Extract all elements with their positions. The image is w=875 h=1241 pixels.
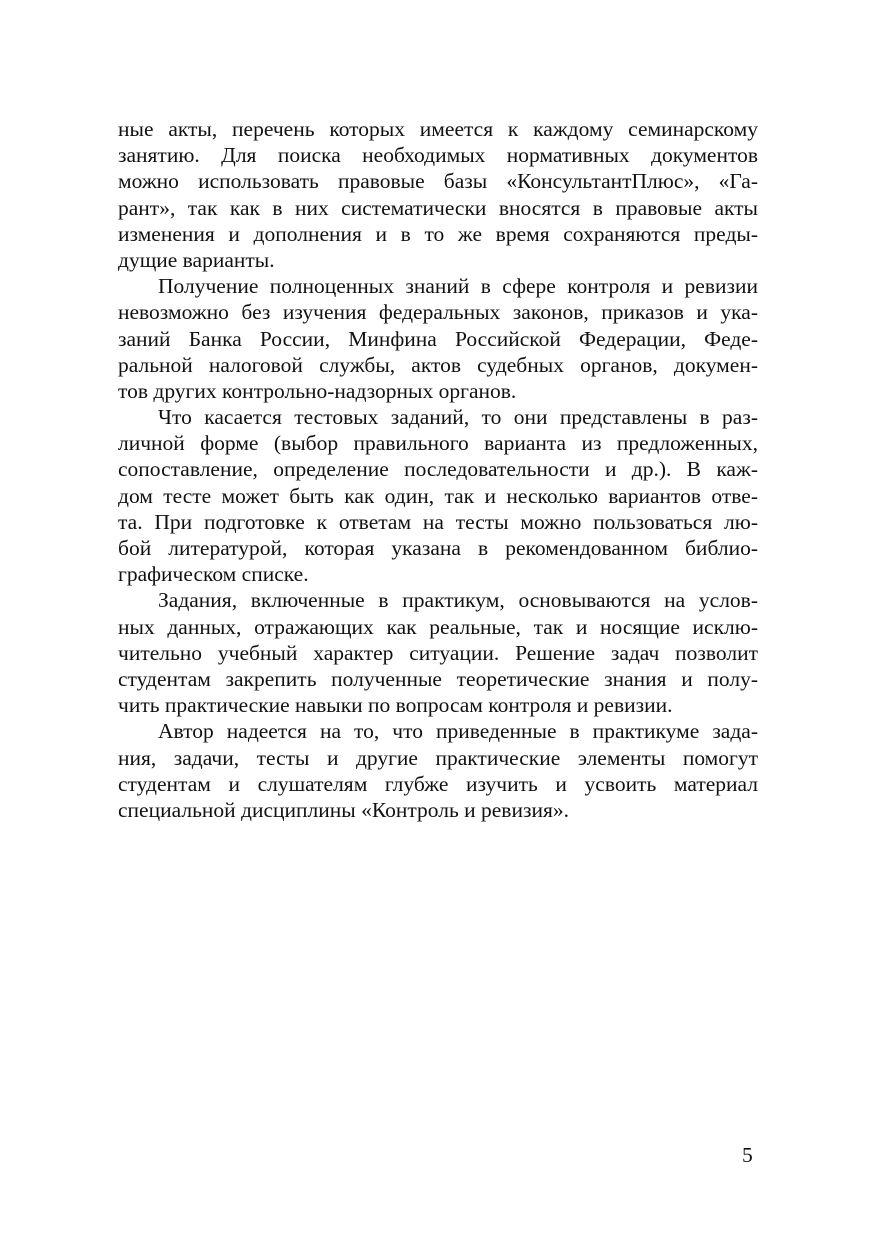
text-line: ных данных, отражающих как реальные, так и носящие исклю- xyxy=(118,614,758,639)
text-line: бой литературой, которая указана в рекомендованном библио- xyxy=(118,536,758,560)
page-number: 5 xyxy=(742,1143,753,1167)
text-line: дом тесте может быть как один, так и несколько вариантов отве- xyxy=(118,483,758,508)
text-line: дущие варианты. xyxy=(118,247,275,272)
text-line: студентам и слушателям глубже изучить и усвоить материал xyxy=(118,771,758,796)
paragraph-4 xyxy=(118,587,758,718)
text-line: невозможно без изучения федеральных законов, приказов и ука- xyxy=(118,300,758,325)
text-line: ния, задачи, тесты и другие практические элементы помогут xyxy=(118,745,758,770)
text-line: занятию. Для поиска необходимых нормативных документов xyxy=(118,143,758,168)
paragraph-5 xyxy=(118,718,758,823)
text-line: чить практические навыки по вопросам контроля и ревизии. xyxy=(118,693,673,718)
text-line: заний Банка России, Минфина Российской Федерации, Феде- xyxy=(118,326,758,351)
text-line: студентам закрепить полученные теоретические знания и полу- xyxy=(118,666,758,691)
text-line: специальной дисциплины «Контроль и ревизия». xyxy=(118,797,569,822)
text-line: та. При подготовке к ответам на тесты можно пользоваться лю- xyxy=(118,509,758,534)
text-line: Задания, включенные в практикум, основываются на услов- xyxy=(158,588,758,613)
text-line: сопоставление, определение последовательности и др.). В каж- xyxy=(118,457,758,482)
text-line: изменения и дополнения и в то же время сохраняются преды- xyxy=(118,221,758,246)
text-line: ные акты, перечень которых имеется к каждому семинарскому xyxy=(118,117,758,141)
text-line: личной форме (выбор правильного варианта из предложенных, xyxy=(118,431,758,456)
text-line: можно использовать правовые базы «КонсультантПлюс», «Га- xyxy=(118,169,758,194)
body-text xyxy=(118,116,758,823)
text-line: тов других контрольно-надзорных органов. xyxy=(118,378,517,403)
text-line: чительно учебный характер ситуации. Решение задач позволит xyxy=(118,640,758,665)
paragraph-2 xyxy=(118,273,758,404)
paragraph-1 xyxy=(118,116,758,273)
text-line: Автор надеется на то, что приведенные в практикуме зада- xyxy=(158,719,758,744)
text-line: Что касается тестовых заданий, то они представлены в раз- xyxy=(158,405,758,430)
paragraph-3 xyxy=(118,404,758,587)
text-line: графическом списке. xyxy=(118,562,309,587)
text-line: ральной налоговой службы, актов судебных органов, докумен- xyxy=(118,352,758,377)
text-line: Получение полноценных знаний в сфере контроля и ревизии xyxy=(158,274,758,299)
text-line: рант», так как в них систематически вносятся в правовые акты xyxy=(118,195,758,220)
